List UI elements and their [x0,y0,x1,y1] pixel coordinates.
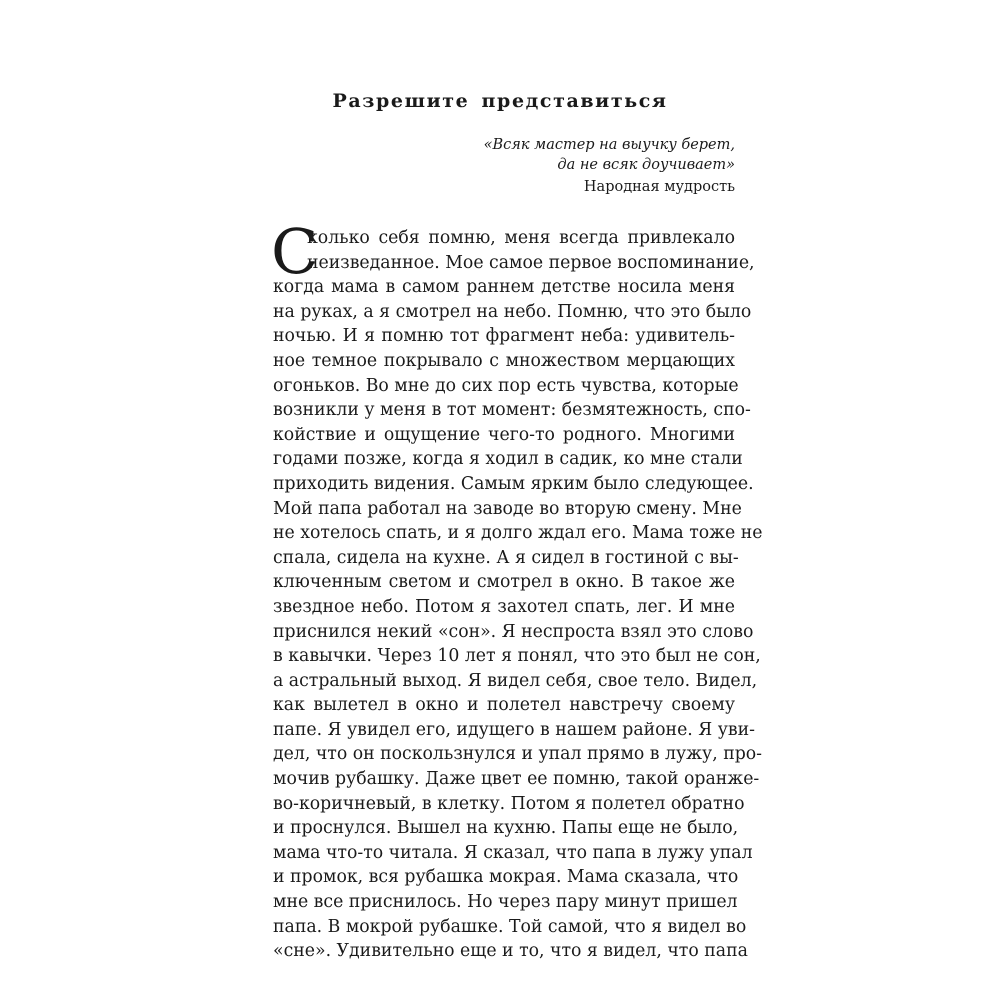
paragraph [271,215,763,964]
text-line: ключенным светом и смотрел в окно. В такое же [273,572,735,593]
text-line: папе. Я увидел его, идущего в нашем районе. Я уви- [273,719,755,740]
text-line: мочив рубашку. Даже цвет ее помню, такой оранже- [273,769,760,790]
text-line: годами позже, когда я ходил в садик, ко мне стали [273,449,743,470]
text-line: как вылетел в окно и полетел навстречу своему [273,695,735,716]
text-line: «сне». Удивительно еще и то, что я видел, что папа [273,941,748,962]
text-line: и промок, вся рубашка мокрая. Мама сказала, что [273,867,739,888]
text-line: в кавычки. Через 10 лет я понял, что это был не сон, [273,646,761,667]
text-line: когда мама в самом раннем детстве носила меня [273,277,735,298]
text-line: дел, что он поскользнулся и упал прямо в лужу, про- [273,744,763,765]
text-line: колько себя помню, меня всегда привлекало [307,228,735,248]
text-line: ночью. И я помню тот фрагмент неба: удивитель- [273,326,735,347]
text-line: койствие и ощущение чего-то родного. Многими [273,424,735,445]
epigraph [484,135,735,197]
epigraph-quote-line-2: да не всяк доучивает» [557,157,735,173]
text-line: на руках, а я смотрел на небо. Помню, что это было [273,301,752,322]
epigraph-quote-line-1: «Всяк мастер на выучку берет, [483,137,735,153]
text-line: а астральный выход. Я видел себя, свое тело. Видел, [273,670,758,691]
text-line: приходить видения. Самым ярким было следующее. [273,473,754,494]
body-text [271,215,763,964]
text-line: неизведанное. Мое самое первое воспоминание, [307,252,755,273]
text-line: не хотелось спать, и я долго ждал его. Мама тоже не [273,523,763,544]
drop-cap: С [271,215,319,288]
text-line: Мой папа работал на заводе во вторую смену. Мне [273,498,742,519]
text-line: во-коричневый, в клетку. Потом я полетел обратно [273,793,745,814]
text-line: папа. В мокрой рубашке. Той самой, что я видел во [273,916,747,937]
epigraph-source: Народная мудрость [583,179,735,195]
text-line: приснился некий «сон». Я неспроста взял это слово [273,621,754,642]
text-line: мама что-то читала. Я сказал, что папа в лужу упал [273,842,753,863]
text-line: звездное небо. Потом я захотел спать, лег. И мне [273,596,735,617]
text-line: спала, сидела на кухне. А я сидел в гостиной с вы- [273,547,739,568]
text-line: и проснулся. Вышел на кухню. Папы еще не было, [273,818,739,839]
text-line: возникли у меня в тот момент: безмятежность, спо- [273,400,751,421]
text-line: ное темное покрывало с множеством мерцающих [273,350,735,371]
text-line: огоньков. Во мне до сих пор есть чувства, которые [273,375,739,396]
text-line: мне все приснилось. Но через пару минут пришел [273,892,738,913]
chapter-title: Разрешите представиться [332,90,668,112]
